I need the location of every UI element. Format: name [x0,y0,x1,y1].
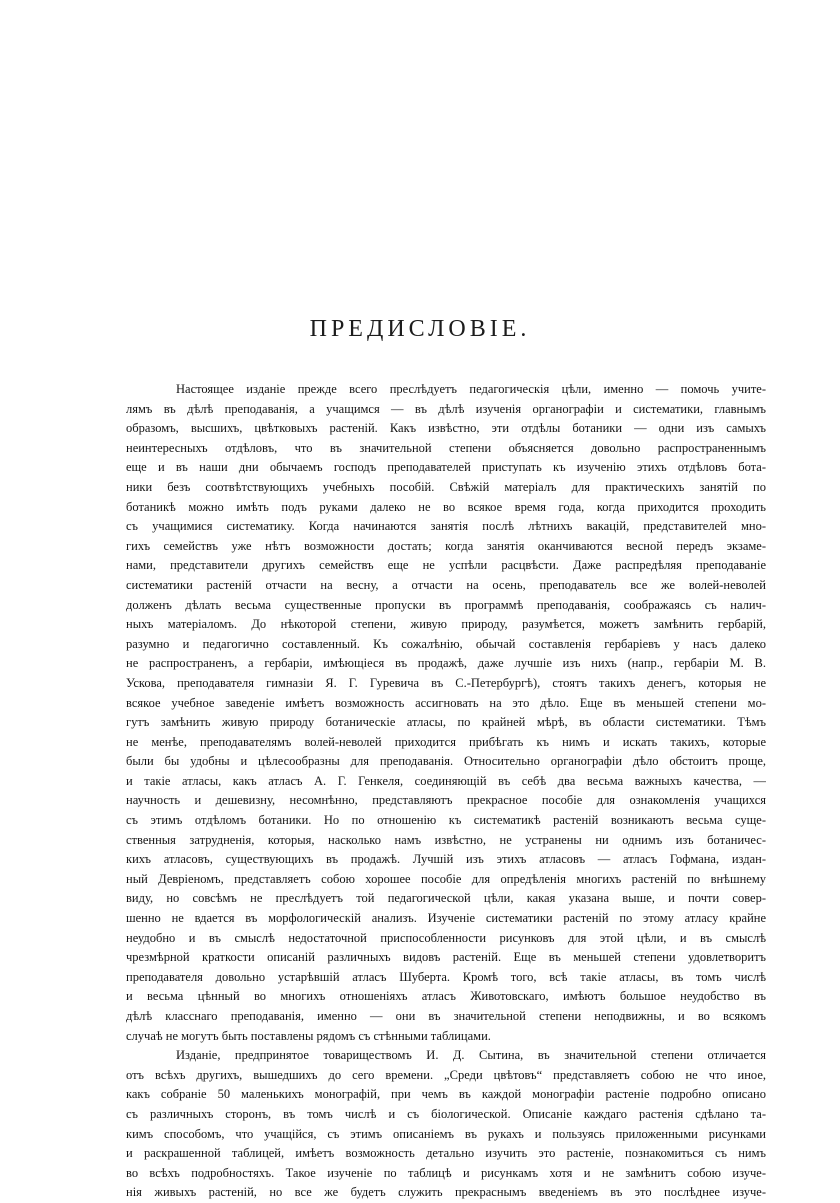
text-line: кимъ способомъ, что учащійся, съ этимъ описаніемъ въ рукахъ и пользуясь приложенными рисунками [126,1126,766,1141]
text-line: преподавателя довольно устарѣвшій атласъ Шуберта. Кромѣ того, всѣ такіе атласы, въ томъ числѣ [126,969,766,984]
text-line: и такіе атласы, какъ атласъ А. Г. Генкеля, соединяющій въ себѣ два весьма важныхъ качества, — [126,773,766,788]
text-line: еще и въ наши дни обычаемъ господъ преподавателей приступать къ изученію этихъ отдѣловъ бота- [126,460,766,475]
text-line: дѣлѣ класснаго преподаванія, именно — они въ значительной степени неподвижны, и во всякомъ [126,1009,766,1023]
text-line: долженъ дѣлать весьма существенные пропуски въ программѣ преподаванія, соображаясь съ налич- [126,597,766,612]
text-line: не распространенъ, а гербаріи, имѣющіеся въ продажѣ, даже лучшіе изъ нихъ (напр., гербаріи М. В. [126,656,766,671]
text-line: Настоящее изданіе прежде всего преслѣдуетъ педагогическія цѣли, именно — помочь учите- [176,382,766,396]
text-line: нія живыхъ растеній, но все же будетъ служить прекраснымъ введеніемъ въ это послѣднее изуче- [126,1185,766,1200]
text-line: отъ всѣхъ другихъ, вышедшихъ до сего времени. „Среди цвѣтовъ“ представляетъ собою не что иное, [126,1067,766,1082]
text-line: и раскрашенной таблицей, имѣетъ возможность детально изучить это растеніе, познакомиться съ нимъ [126,1146,766,1161]
text-line: шенно не вдается въ морфологическій анализъ. Изученіе систематики растеній по этому атласу крайне [126,911,766,926]
text-line: во всѣхъ подробностяхъ. Такое изученіе по таблицѣ и рисункамъ хотя и не замѣнитъ собою изуче- [126,1165,766,1180]
preface-text [126,380,766,1203]
text-line: не менѣе, преподавателямъ волей-неволей приходится прибѣгать къ нимъ и искать такихъ, которые [126,734,766,749]
text-line: гихъ семействъ уже нѣтъ возможности достать; когда занятія оканчиваются весной передъ экзаме- [126,538,766,553]
text-line: ники безъ соотвѣтствующихъ учебныхъ пособій. Свѣжій матеріалъ для практическихъ занятій по [126,479,766,494]
text-line: съ различныхъ сторонъ, въ томъ числѣ и съ біологической. Описаніе каждаго растенія сдѣлано та- [126,1106,766,1121]
text-line: всякое учебное заведеніе имѣетъ возможность ассигновать на это дѣло. Еще въ меньшей степени мо- [126,695,766,710]
text-line: были бы удобны и цѣлесообразны для преподаванія. Относительно органографіи дѣло обстоитъ проще, [126,754,766,769]
text-line: виду, но совсѣмъ не преслѣдуетъ той педагогической цѣли, какая указана выше, и почти совер- [126,891,766,906]
text-line: образомъ, высшихъ, цвѣтковыхъ растеній. Какъ извѣстно, эти отдѣлы ботаники — одни изъ самыхъ [126,421,766,436]
text-line: нами, представители другихъ семействъ еще не успѣли расцвѣсти. Даже распредѣляя преподаваніе [126,558,766,573]
text-line: гутъ замѣнить живую природу ботаническіе атласы, по крайней мѣрѣ, въ области систематики. Тѣмъ [126,715,766,730]
text-line: ный Девріеномъ, представляетъ собою хорошее пособіе для опредѣленія многихъ растеній по внѣшнему [126,871,766,886]
text-line: лямъ въ дѣлѣ преподаванія, а учащимся — въ дѣлѣ изученія органографіи и систематики, главнымъ [126,401,766,416]
text-line: систематики растеній отчасти на весну, а отчасти на осень, преподаватель все же волей-неволей [126,577,766,592]
text-line: съ этимъ отдѣломъ ботаники. Но по отношенію къ систематикѣ растеній возникаютъ весьма суще- [126,813,766,828]
text-line: неудобно и въ смыслѣ недостаточной приспособленности рисунковъ для этой цѣли, и въ смыслѣ [126,930,766,945]
text-line: какъ собраніе 50 маленькихъ монографій, при чемъ въ каждой монографіи растеніе подробно описано [126,1087,766,1102]
text-line: ботаникѣ можно имѣть подъ руками далеко не во всякое время года, когда приходится проходить [126,499,766,514]
text-line: случаѣ не могутъ быть поставлены рядомъ съ стѣнными таблицами. [126,1028,491,1043]
text-line: научность и дешевизну, несомнѣнно, представляютъ прекрасное пособіе для ознакомленія учащихся [126,793,766,808]
text-line: разумно и педагогично составленный. Къ сожалѣнію, обычай составленія гербаріевъ у насъ далеко [126,636,766,651]
text-line: ныхъ матеріаломъ. До нѣкоторой степени, живую природу, разумѣется, можетъ замѣнить гербарій, [126,617,766,632]
text-line: Изданіе, предпринятое товариществомъ И. Д. Сытина, въ значительной степени отличается [176,1048,766,1063]
text-line: кихъ атласовъ, существующихъ въ продажѣ. Лучшій изъ этихъ атласовъ — атласъ Гофмана, издан- [126,852,766,867]
text-line: Ускова, преподавателя гимназіи Я. Г. Гуревича въ С.-Петербургѣ), стоятъ такихъ денегъ, которыя не [126,675,766,690]
text-line: неинтересныхъ отдѣловъ, что въ значительной степени объясняется довольно распространеннымъ [126,440,766,455]
page-title: ПРЕДИСЛОВІЕ. [309,316,531,342]
text-line: ственныя затрудненія, которыя, насколько намъ извѣстно, не устранены ни однимъ изъ ботаничес- [126,832,766,847]
text-line: съ учащимися систематику. Когда начинаются занятія послѣ лѣтнихъ вакацій, представителей мно- [126,519,766,534]
text-line: и весьма цѣнный во многихъ отношеніяхъ атласъ Животовскаго, имѣютъ большое неудобство въ [126,989,766,1004]
text-line: чрезмѣрной краткости описаній различныхъ видовъ растеній. Еще въ меньшей степени удовлетворитъ [126,950,766,965]
